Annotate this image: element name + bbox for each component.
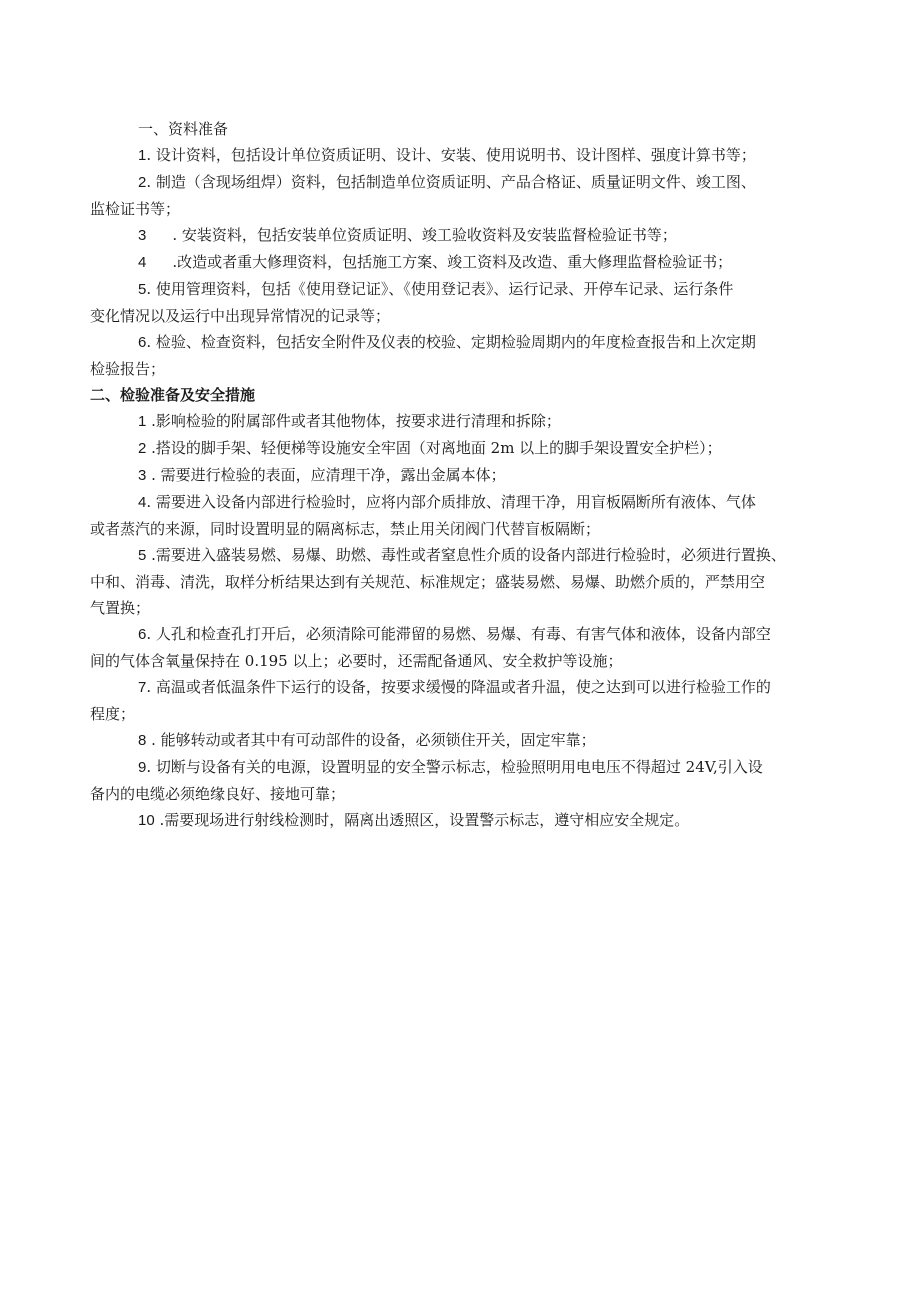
section2-item-7 <box>90 674 852 701</box>
item-number: 8 <box>138 732 147 749</box>
section1-item-5 <box>90 276 852 303</box>
item-text: . 安装资料，包括安装单位资质证明、竣工验收资料及安装监督检验证书等； <box>172 226 677 244</box>
item-number: 5 <box>138 281 147 298</box>
document-body <box>90 116 852 834</box>
section2-item-5 <box>90 542 852 569</box>
section2-item-9-continuation: 备内的电缆必须绝缘良好、接地可靠； <box>90 785 346 803</box>
item-text: . 人孔和检查孔打开后，必须清除可能滞留的易燃、易爆、有毒、有害气体和液体，设备内部空 <box>146 625 771 643</box>
item-number: 7 <box>138 679 147 696</box>
item-text: . 设计资料，包括设计单位资质证明、设计、安装、使用说明书、设计图样、强度计算书等； <box>146 146 756 164</box>
section2-item-4-continuation: 或者蒸汽的来源，同时设置明显的隔离标志，禁止用关闭阀门代替盲板隔断； <box>90 520 601 538</box>
item-text: .需要进入盛装易燃、易爆、助燃、毒性或者窒息性介质的设备内部进行检验时，必须进行置换、 <box>146 546 786 564</box>
item-text: . 需要进入设备内部进行检验时，应将内部介质排放、清理干净，用盲板隔断所有液体、气体 <box>146 493 756 511</box>
section1-item-6 <box>90 329 852 356</box>
section1-item-5-continuation: 变化情况以及运行中出现异常情况的记录等； <box>90 307 391 325</box>
item-text: .搭设的脚手架、轻便梯等设施安全牢固（对离地面 2m 以上的脚手架设置安全护栏）； <box>146 439 722 457</box>
section1-item-3 <box>90 222 852 249</box>
section-2-heading: 二、检验准备及安全措施 <box>90 386 256 404</box>
item-number: 10 <box>138 812 155 829</box>
item-number: 3 <box>138 467 147 484</box>
item-text: . 能够转动或者其中有可动部件的设备，必须锁住开关，固定牢靠； <box>146 731 596 749</box>
item-number: 4 <box>138 254 147 271</box>
section1-item-4 <box>90 249 852 276</box>
section1-item-2 <box>90 169 852 196</box>
section2-item-8 <box>90 727 852 754</box>
section2-item-6-continuation: 间的气体含氧量保持在 0.195 以上；必要时，还需配备通风、安全救护等设施； <box>90 652 623 670</box>
section1-item-6-continuation: 检验报告； <box>90 360 166 378</box>
item-number: 1 <box>138 147 147 164</box>
section2-item-1 <box>90 408 852 435</box>
item-text: . 高温或者低温条件下运行的设备，按要求缓慢的降温或者升温，使之达到可以进行检验工作的 <box>146 678 771 696</box>
item-number: 6 <box>138 626 147 643</box>
item-number: 2 <box>138 440 147 457</box>
section2-item-7-continuation: 程度； <box>90 705 136 723</box>
item-text: .改造或者重大修理资料，包括施工方案、竣工资料及改造、重大修理监督检验证书； <box>172 253 733 271</box>
item-text: . 使用管理资料，包括《使用登记证》、《使用登记表》、运行记录、开停车记录、运行条件 <box>146 280 734 298</box>
section1-item-2-continuation: 监检证书等； <box>90 200 181 218</box>
item-text: . 检验、检查资料，包括安全附件及仪表的校验、定期检验周期内的年度检查报告和上次定期 <box>146 333 756 351</box>
section2-item-6 <box>90 621 852 648</box>
section2-item-9 <box>90 754 852 781</box>
section-1-heading: 一、资料准备 <box>138 120 229 138</box>
item-number: 6 <box>138 334 147 351</box>
section2-item-3 <box>90 462 852 489</box>
item-number: 1 <box>138 413 147 430</box>
section1-item-1 <box>90 142 852 169</box>
section2-item-5-continuation: 中和、消毒、清洗，取样分析结果达到有关规范、标准规定；盛装易燃、易爆、助燃介质的，严禁用空 <box>90 573 766 591</box>
item-text: . 需要进行检验的表面，应清理干净，露出金属本体； <box>146 466 506 484</box>
item-number: 4 <box>138 494 147 511</box>
section2-item-4 <box>90 489 852 516</box>
section2-item-2 <box>90 435 852 462</box>
item-text: . 制造（含现场组焊）资料，包括制造单位资质证明、产品合格证、质量证明文件、竣工图、 <box>146 173 756 191</box>
section-2-list <box>90 408 852 834</box>
item-number: 5 <box>138 547 147 564</box>
item-text: .需要现场进行射线检测时，隔离出透照区，设置警示标志，遵守相应安全规定。 <box>154 811 690 829</box>
item-text: .影响检验的附属部件或者其他物体，按要求进行清理和拆除； <box>146 412 561 430</box>
section-1-list <box>90 142 852 382</box>
section2-item-5-continuation: 气置换； <box>90 599 151 617</box>
section2-item-10 <box>90 807 852 834</box>
item-number: 3 <box>138 227 147 244</box>
item-text: . 切断与设备有关的电源，设置明显的安全警示标志，检验照明用电电压不得超过 24V,引入设 <box>146 758 763 776</box>
item-number: 2 <box>138 174 147 191</box>
item-number: 9 <box>138 759 147 776</box>
